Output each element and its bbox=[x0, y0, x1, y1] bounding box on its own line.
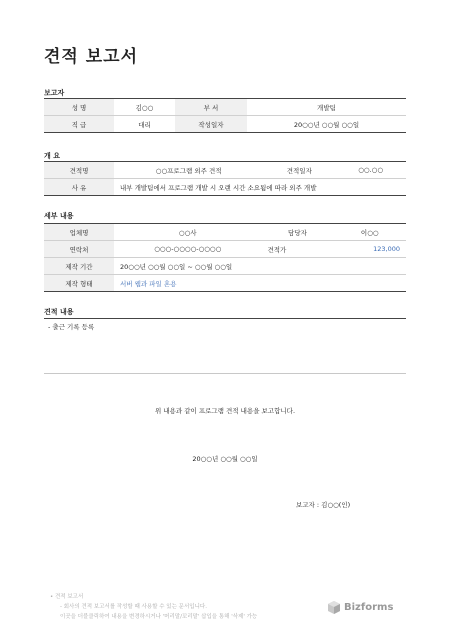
estimate-date-value: ○○.○○ bbox=[335, 162, 406, 179]
price-label: 견적가 bbox=[261, 241, 333, 258]
period-label: 제작 기간 bbox=[44, 258, 114, 275]
detail-table bbox=[44, 223, 406, 292]
date-value: 20○○년 ○○월 ○○일 bbox=[247, 116, 406, 133]
bizforms-logo bbox=[328, 601, 393, 614]
reporter-heading: 보고자 bbox=[44, 89, 65, 97]
table-row bbox=[44, 116, 406, 133]
footer-desc: - 회사의 견적 보고서를 작성할 때 사용할 수 있는 문서입니다. bbox=[60, 604, 207, 610]
reason-label: 사 유 bbox=[44, 179, 114, 196]
contact-label: 연락처 bbox=[44, 241, 114, 258]
company-label: 업체명 bbox=[44, 224, 114, 241]
format-value: 서버 웹과 파일 혼용 bbox=[114, 275, 406, 292]
overview-heading: 개 요 bbox=[44, 152, 60, 160]
reporter-table bbox=[44, 98, 406, 133]
bizforms-cube-icon bbox=[328, 601, 340, 614]
dept-label: 부 서 bbox=[175, 99, 247, 116]
table-row bbox=[44, 99, 406, 116]
reporter-signature: 보고자 : 김○○(인) bbox=[296, 501, 351, 509]
name-value: 김○○ bbox=[114, 99, 175, 116]
contact-value: ○○○-○○○○-○○○○ bbox=[114, 241, 261, 258]
date-label: 작성일자 bbox=[175, 116, 247, 133]
dept-value: 개발팀 bbox=[247, 99, 406, 116]
estimate-heading: 견적 내용 bbox=[44, 308, 74, 316]
period-value: 20○○년 ○○월 ○○일 ~ ○○월 ○○일 bbox=[114, 258, 406, 275]
estimate-date-label: 견적일자 bbox=[263, 162, 335, 179]
page-title: 견적 보고서 bbox=[44, 47, 139, 67]
footer-title: • 견적 보고서 bbox=[50, 594, 84, 600]
table-row bbox=[44, 224, 406, 241]
format-label: 제작 형태 bbox=[44, 275, 114, 292]
name-label: 성 명 bbox=[44, 99, 114, 116]
estimate-content-box bbox=[44, 318, 406, 374]
reason-value: 내부 개발팀에서 프로그램 개발 시 오랜 시간 소요됨에 따라 외주 개발 bbox=[114, 179, 406, 196]
statement-text: 위 내용과 같이 프로그램 견적 내용을 보고합니다. bbox=[154, 407, 296, 415]
table-row bbox=[44, 179, 406, 196]
table-row bbox=[44, 162, 406, 179]
manager-value: 이○○ bbox=[333, 224, 406, 241]
table-row bbox=[44, 258, 406, 275]
rank-label: 직 급 bbox=[44, 116, 114, 133]
price-value: 123,000 bbox=[333, 241, 406, 258]
estimate-item: - 출근 기록 등록 bbox=[48, 323, 95, 331]
detail-heading: 세부 내용 bbox=[44, 212, 74, 220]
report-date: 20○○년 ○○월 ○○일 bbox=[192, 455, 258, 463]
estimate-name-label: 견적명 bbox=[44, 162, 114, 179]
table-row bbox=[44, 275, 406, 292]
brand-name: Bizforms bbox=[344, 602, 394, 613]
table-row bbox=[44, 241, 406, 258]
company-value: ○○사 bbox=[114, 224, 261, 241]
estimate-name-value: ○○프로그램 외주 견적 bbox=[114, 162, 263, 179]
rank-value: 대리 bbox=[114, 116, 175, 133]
manager-label: 담당자 bbox=[261, 224, 333, 241]
footer-note: 이곳을 더블클릭하여 내용을 변경하시거나 '머리말/꼬리말' 삽입을 통해 '삭제' 가능 bbox=[60, 614, 258, 620]
overview-table bbox=[44, 161, 406, 196]
